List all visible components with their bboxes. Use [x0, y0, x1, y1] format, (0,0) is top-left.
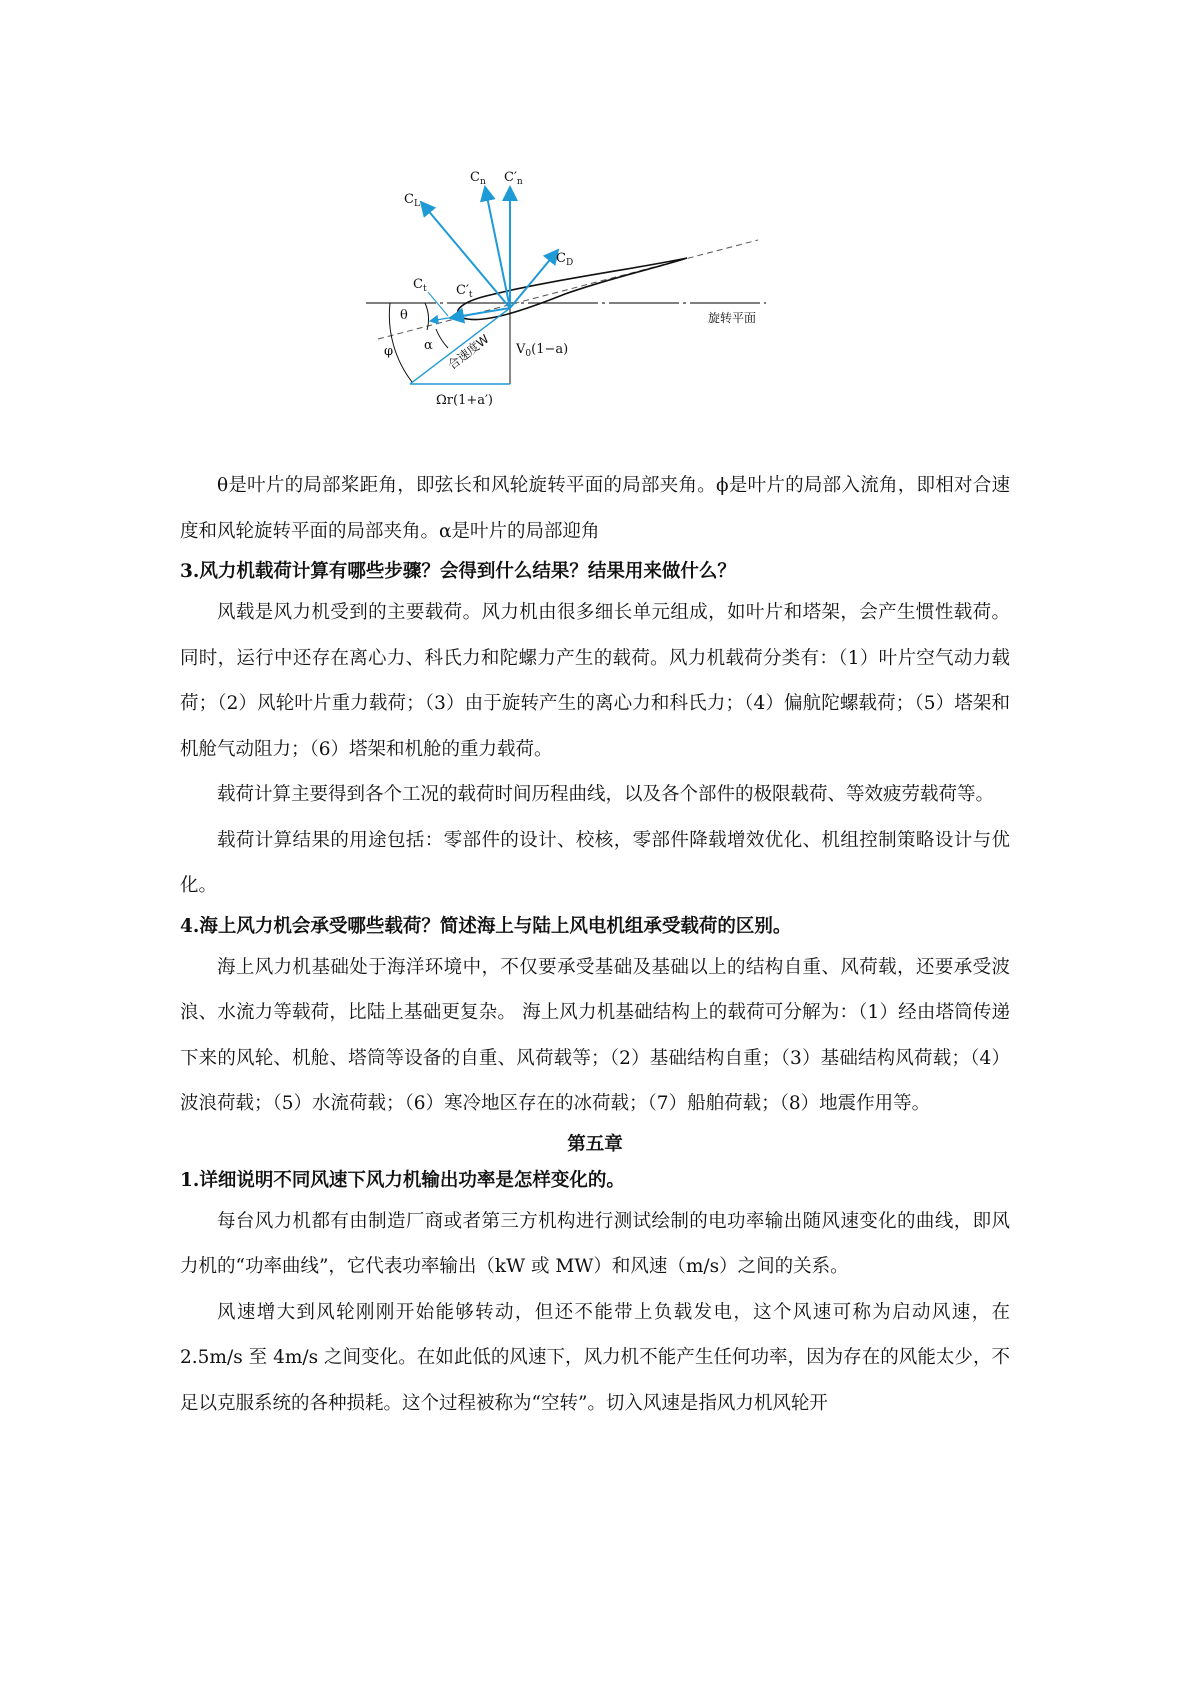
question-3-heading: 3.风力机载荷计算有哪些步骤？会得到什么结果？结果用来做什么？ — [180, 561, 736, 582]
label-cd: $C_D$ — [556, 251, 574, 268]
label-resultant-velocity: 合速度W — [445, 331, 492, 373]
load-types-paragraph: 风载是风力机受到的主要载荷。风力机由很多细长单元组成，如叶片和塔架，会产生惯性载荷。同时，运行中还存在离心力、科氏力和陀螺力产生的载荷。风力机载荷分类有：（1）叶片空气动力载荷；（2）风轮叶片重力载荷；（3）由于旋转产生的离心力和科氏力；（4）偏航陀螺载荷；（5）塔架和机舱气动阻力；（6）塔架和机舱的重力载荷。 — [180, 602, 1010, 760]
blade-element-velocity-diagram — [384, 170, 830, 444]
label-ct-prime: $C'_t$ — [456, 283, 473, 300]
offshore-loads-paragraph: 海上风力机基础处于海洋环境中，不仅要承受基础及基础以上的结构自重、风荷载，还要承受波浪、水流力等载荷，比陆上基础更复杂。 海上风力机基础结构上的载荷可分解为：（1）经由塔筒传递下来的风轮、机舱、塔筒等设备的自重、风荷载等；（2）基础结构自重；（3）基础结构风荷载；（4）波浪荷载；（5）水流荷载；（6）寒冷地区存在的冰荷载；（7）船舶荷载；（8）地震作用等。 — [180, 956, 1010, 1114]
question-4-heading: 4.海上风力机会承受哪些载荷？简述海上与陆上风电机组承受载荷的区别。 — [180, 915, 792, 937]
tangential-force-line — [428, 292, 448, 316]
chord-line — [378, 240, 758, 339]
startup-wind-paragraph: 风速增大到风轮刚刚开始能够转动，但还不能带上负载发电，这个风速可称为启动风速，在 2.5m/s 至 4m/s 之间变化。在如此低的风速下，风力机不能产生任何功率，因为存在的风能太少，不足以克服系统的各种损耗。这个过程被称为“空转”。切入风速是指风力机风轮开 — [180, 1301, 1010, 1414]
label-cn: $C_n$ — [470, 170, 486, 187]
label-alpha: α — [424, 338, 433, 353]
power-curve-paragraph: 每台风力机都有由制造厂商或者第三方机构进行测试绘制的电功率输出随风速变化的曲线，即风力机的“功率曲线”，它代表功率输出（kW 或 MW）和风速（m/s）之间的关系。 — [180, 1210, 1010, 1277]
load-usage-paragraph: 载荷计算结果的用途包括：零部件的设计、校核，零部件降载增效优化、机组控制策略设计与优化。 — [180, 829, 1010, 896]
label-cn-prime: $C'_n$ — [504, 170, 523, 187]
velocity-triangle-svg — [384, 170, 830, 444]
chapter-heading: 第五章 — [567, 1133, 623, 1155]
question-1-heading: 1.详细说明不同风速下风力机输出功率是怎样变化的。 — [180, 1169, 625, 1191]
label-phi: φ — [384, 344, 394, 359]
label-rotation-plane: 旋转平面 — [708, 311, 757, 325]
body-text — [180, 463, 1010, 1426]
angle-definitions: θ是叶片的局部桨距角，即弦长和风轮旋转平面的局部夹角。ϕ是叶片的局部入流角，即相对合速度和风轮旋转平面的局部夹角。α是叶片的局部迎角 — [180, 475, 1010, 542]
load-results-paragraph: 载荷计算主要得到各个工况的载荷时间历程曲线，以及各个部件的极限载荷、等效疲劳载荷等。 — [217, 784, 995, 805]
label-tangential-velocity: Ωr(1+a′) — [436, 393, 494, 408]
label-theta: θ — [400, 308, 408, 323]
label-axial-velocity: $V_0(1-a)$ — [516, 342, 569, 359]
alpha-arc — [436, 329, 448, 348]
label-ct: $C_t$ — [413, 277, 427, 294]
normal-force-vector — [485, 187, 510, 308]
label-cl: $C_L$ — [404, 192, 420, 209]
